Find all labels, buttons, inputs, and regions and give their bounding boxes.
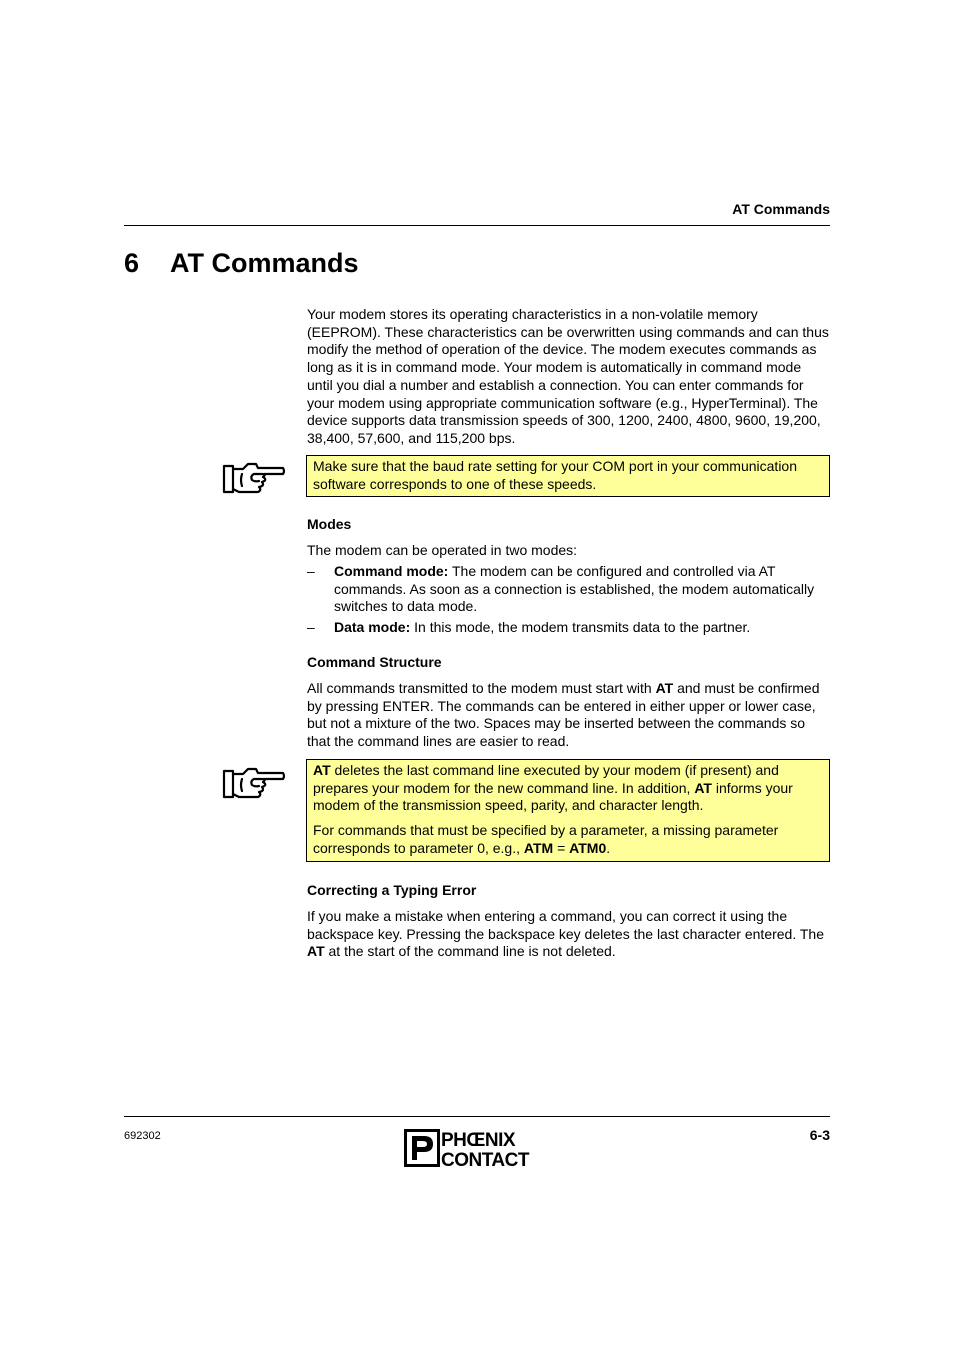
- page-number: 6-3: [809, 1127, 830, 1143]
- header-rule: [124, 225, 830, 226]
- bold-run: AT: [655, 680, 674, 696]
- text-run: deletes the last command line executed by your modem (if present) and prepares your modem for the new command line. In addition,: [313, 762, 779, 796]
- text-run: For commands that must be specified by a parameter, a missing parameter corresponds to parameter 0, e.g.,: [313, 822, 779, 856]
- bold-run: AT: [313, 762, 331, 778]
- section-heading-correcting: Correcting a Typing Error: [307, 882, 477, 898]
- list-item: [307, 619, 830, 637]
- list-item: [307, 563, 830, 616]
- phoenix-contact-logo: [404, 1127, 552, 1169]
- note-paragraph: [313, 822, 822, 857]
- chapter-title-text: AT Commands: [170, 248, 359, 278]
- logo-text-line1: PHŒNIX: [441, 1130, 516, 1151]
- pointing-hand-icon: [222, 765, 286, 803]
- note-box-baud-rate: [306, 455, 830, 497]
- text-run: and must be confirmed by pressing ENTER. The commands can be entered in either upper or lower case, but not a mixture of the two. Spaces may be inserted between the commands so that the command lines are easier to read.: [307, 680, 820, 750]
- document-number: 692302: [124, 1130, 161, 1142]
- logo-text-line2: CONTACT: [441, 1150, 529, 1169]
- bold-run: AT: [307, 943, 325, 960]
- note-text: Make sure that the baud rate setting for your COM port in your communication software corresponds to one of these speeds.: [313, 458, 798, 492]
- text-run: at the start of the command line is not deleted.: [324, 943, 616, 960]
- bold-run: AT: [694, 779, 712, 796]
- text-run: .: [606, 839, 611, 856]
- list-dash: –: [307, 619, 315, 635]
- section-heading-modes: Modes: [307, 516, 352, 532]
- bold-run: ATM: [523, 839, 554, 856]
- list-term: Data mode:: [334, 619, 411, 635]
- list-text: The modem can be configured and controlled via AT commands. As soon as a connection is established, the modem automatically switches to data mode.: [334, 563, 815, 615]
- text-run: If you make a mistake when entering a command, you can correct it using the backspace key. Pressing the backspace key deletes the last character entered. The: [307, 908, 824, 942]
- footer-rule: [124, 1116, 830, 1117]
- section-heading-command-structure: Command Structure: [307, 654, 442, 670]
- chapter-title: [124, 248, 359, 279]
- text-run: =: [553, 839, 570, 856]
- list-dash: –: [307, 563, 315, 579]
- list-text: In this mode, the modem transmits data to the partner.: [410, 619, 751, 635]
- chapter-number: 6: [124, 248, 140, 278]
- text-run: informs your modem of the transmission speed, parity, and character length.: [313, 779, 793, 814]
- bold-run: ATM0: [569, 839, 607, 856]
- running-header: AT Commands: [732, 201, 830, 217]
- pointing-hand-icon: [222, 460, 286, 498]
- correcting-paragraph: [307, 908, 830, 961]
- command-structure-paragraph: [307, 680, 830, 751]
- modes-intro: The modem can be operated in two modes:: [307, 542, 578, 558]
- note-paragraph: [313, 762, 822, 815]
- note-box-at-command: [306, 759, 830, 862]
- list-term: Command mode:: [334, 563, 449, 579]
- text-run: All commands transmitted to the modem must start with: [307, 680, 656, 696]
- intro-paragraph: Your modem stores its operating characteristics in a non-volatile memory (EEPROM). These characteristics can be overwritten using commands and can thus modify the method of operation of the device. The modem executes commands as long as it is in command mode. Your modem is automatically in command mode until you dial a number and establish a connection. You can enter commands for your modem using appropriate communication software (e.g., HyperTerminal). The device supports data transmission speeds of 300, 1200, 2400, 4800, 9600, 19,200, 38,400, 57,600, and 115,200 bps.: [307, 306, 829, 446]
